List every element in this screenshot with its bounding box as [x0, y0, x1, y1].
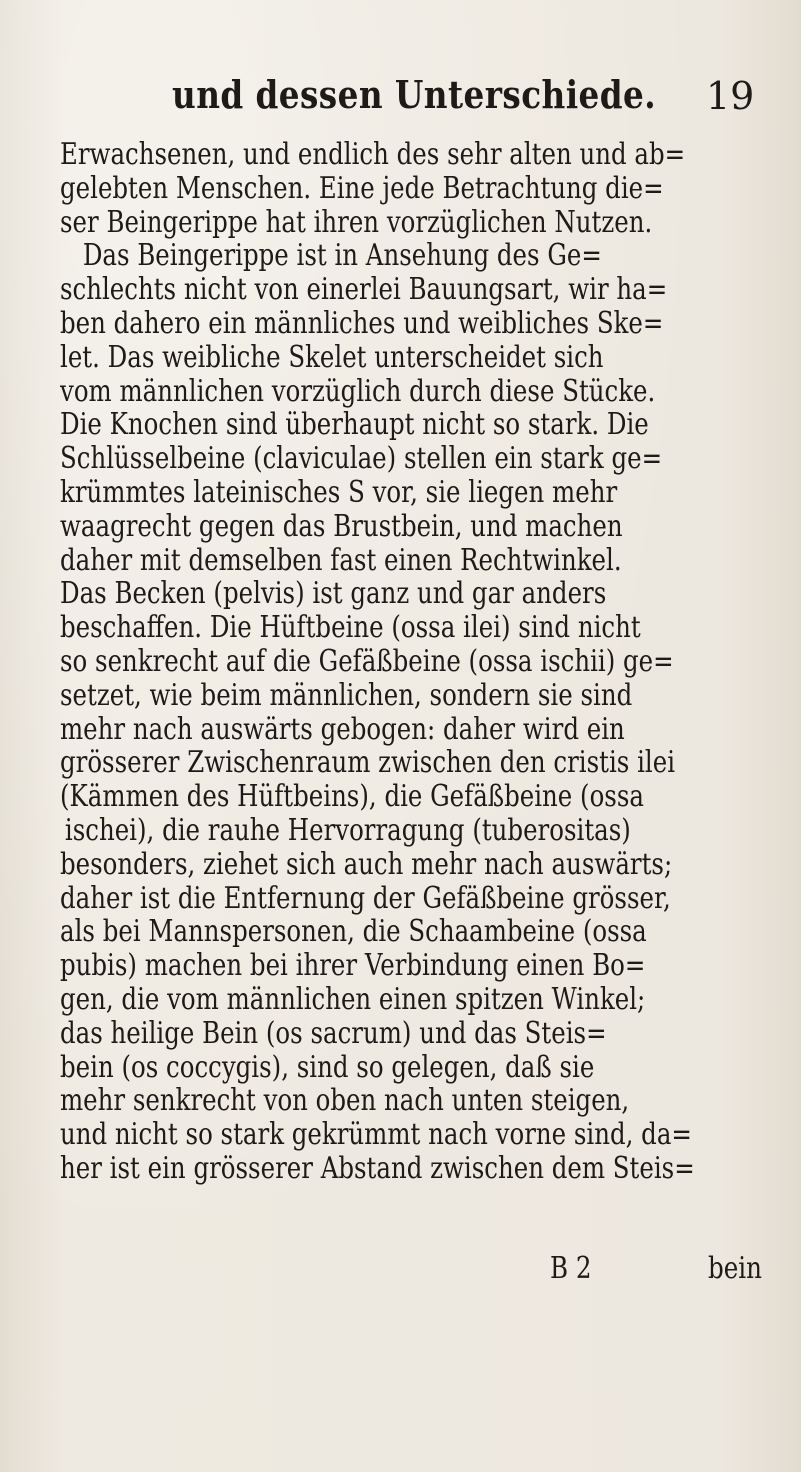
- signature-mark: B 2: [550, 1251, 592, 1286]
- text-line: ben dahero ein männliches und weibliches Ske=: [60, 305, 664, 341]
- text-line: das heilige Bein (os sacrum) und das Steis=: [60, 1015, 607, 1051]
- text-line: waagrecht gegen das Brustbein, und machen: [60, 508, 623, 544]
- body-text: [60, 138, 780, 1186]
- text-line: Schlüsselbeine (claviculae) stellen ein stark ge=: [60, 441, 663, 477]
- page-footer: [60, 1252, 780, 1286]
- text-line: let. Das weibliche Skelet unterscheidet sich: [60, 339, 604, 375]
- text-line: grösserer Zwischenraum zwischen den cristis ilei: [60, 745, 676, 781]
- text-line: mehr senkrecht von oben nach unten steigen,: [60, 1083, 630, 1119]
- running-title: und dessen Unterschiede.: [172, 72, 657, 117]
- catchword: bein: [708, 1251, 763, 1286]
- text-line: (Kämmen des Hüftbeins), die Gefäßbeine (ossa: [60, 779, 644, 815]
- text-line: bein (os coccygis), sind so gelegen, daß sie: [60, 1049, 595, 1085]
- text-line: besonders, ziehet sich auch mehr nach auswärts;: [60, 846, 673, 882]
- text-line: schlechts nicht von einerlei Bauungsart, wir ha=: [60, 272, 668, 308]
- text-line: krümmtes lateinisches S vor, sie liegen mehr: [60, 474, 618, 510]
- text-line: beschaffen. Die Hüftbeine (ossa ilei) sind nicht: [60, 610, 641, 646]
- text-line: daher ist die Entfernung der Gefäßbeine grösser,: [60, 880, 671, 916]
- page-header: [0, 72, 801, 122]
- text-line: daher mit demselben fast einen Rechtwinkel.: [60, 542, 622, 578]
- text-line: gelebten Menschen. Eine jede Betrachtung die=: [60, 170, 664, 206]
- text-line: pubis) machen bei ihrer Verbindung einen Bo=: [60, 948, 646, 984]
- text-line: Die Knochen sind überhaupt nicht so stark. Die: [60, 407, 649, 443]
- text-line: mehr nach auswärts gebogen: daher wird ein: [60, 711, 625, 747]
- text-line: als bei Mannspersonen, die Schaambeine (ossa: [60, 914, 647, 950]
- page-number: 19: [706, 74, 755, 118]
- text-line: vom männlichen vorzüglich durch diese Stücke.: [60, 373, 656, 409]
- text-line: ischei), die rauhe Hervorragung (tuberositas): [64, 812, 631, 848]
- text-line: Das Becken (pelvis) ist ganz und gar anders: [60, 576, 607, 612]
- text-line: gen, die vom männlichen einen spitzen Winkel;: [60, 981, 646, 1017]
- text-line: her ist ein grösserer Abstand zwischen dem Steis=: [60, 1150, 695, 1186]
- text-line: Erwachsenen, und endlich des sehr alten und ab=: [60, 137, 686, 172]
- text-line: setzet, wie beim männlichen, sondern sie sind: [60, 677, 633, 713]
- text-line: ser Beingerippe hat ihren vorzüglichen Nutzen.: [60, 204, 653, 240]
- text-line: und nicht so stark gekrümmt nach vorne sind, da=: [60, 1117, 692, 1153]
- text-line: Das Beingerippe ist in Ansehung des Ge=: [82, 238, 602, 274]
- text-line: so senkrecht auf die Gefäßbeine (ossa ischii) ge=: [60, 643, 674, 679]
